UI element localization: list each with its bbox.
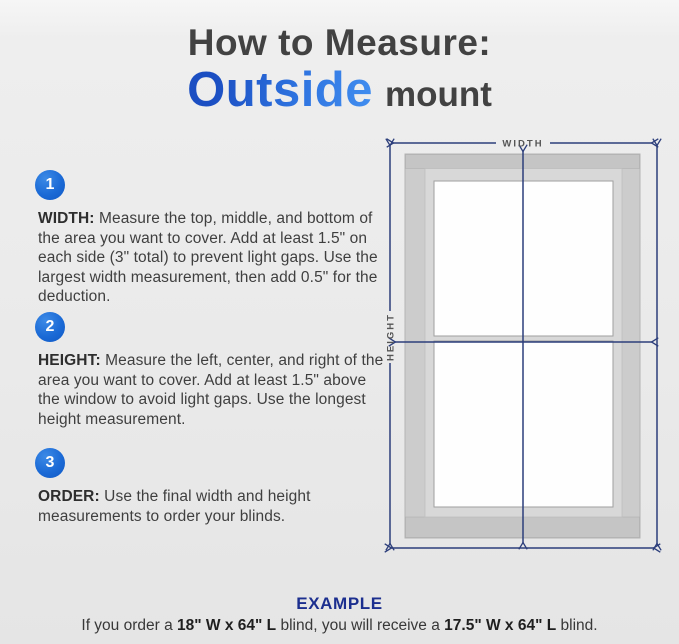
step-3-badge: 3 [35, 448, 65, 478]
example-part-5: blind. [556, 617, 598, 634]
step-width [38, 170, 384, 307]
step-1-body: Measure the top, middle, and bottom of the area you want to cover. Add at least 1.5" on each side (3" total) to prevent light gaps. Use the largest width measurement, then add 0.5" for the deduction. [38, 210, 378, 305]
step-3-text [38, 487, 384, 526]
step-3-body: Use the final width and height measurements to order your blinds. [38, 488, 311, 525]
step-1-label: WIDTH: [38, 210, 95, 227]
step-order [38, 448, 384, 526]
step-height [38, 312, 384, 429]
step-2-body: Measure the left, center, and right of the area you want to cover. Add at least 1.5" above the window to avoid light gaps. Use the longest height measurement. [38, 352, 384, 428]
example-heading: EXAMPLE [296, 594, 383, 613]
example-body [0, 617, 679, 635]
step-1-text [38, 209, 384, 307]
title-highlight: Outside [187, 62, 373, 117]
steps-list [38, 170, 384, 570]
title-line1: How to Measure: [187, 22, 492, 63]
height-label: HEIGHT [385, 313, 397, 361]
window-measure-diagram [375, 130, 675, 570]
example-part-3: blind, you will receive a [276, 617, 445, 634]
example-received-size: 17.5" W x 64" L [444, 617, 557, 634]
example-part-1: If you order a [81, 617, 178, 634]
step-2-badge: 2 [35, 312, 65, 342]
example-ordered-size: 18" W x 64" L [177, 617, 277, 634]
step-2-label: HEIGHT: [38, 352, 101, 369]
step-1-badge: 1 [35, 170, 65, 200]
step-2-text [38, 351, 384, 429]
title-suffix: mount [385, 74, 492, 114]
width-label: WIDTH [502, 138, 544, 150]
step-3-label: ORDER: [38, 488, 100, 505]
title-line2 [0, 62, 679, 117]
example-section [0, 594, 679, 635]
page-title [0, 24, 679, 116]
